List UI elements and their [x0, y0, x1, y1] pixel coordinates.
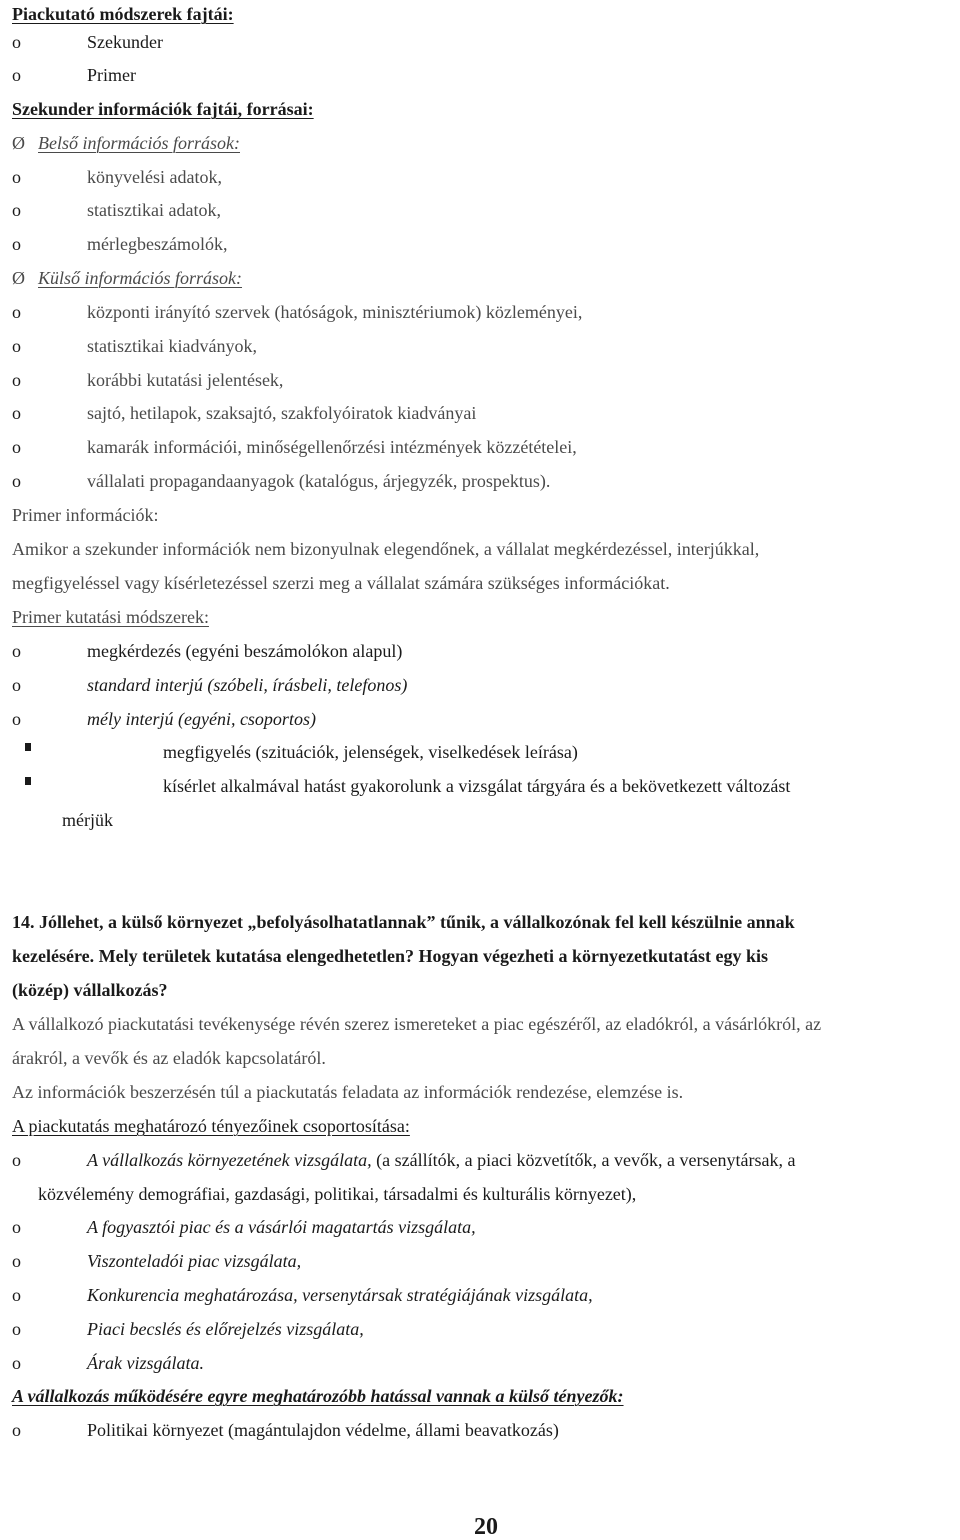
answer-paragraph-2: Az információk beszerzésén túl a piackutatás feladata az információk rendezése, elemzése is. — [12, 1082, 684, 1102]
group-item: Árak vizsgálata. — [87, 1353, 204, 1373]
group-item-italic: A vállalkozás környezetének vizsgálata, — [87, 1150, 372, 1170]
bullet-circle: o — [12, 234, 21, 254]
list-item: Szekunder — [87, 32, 163, 52]
answer-paragraph-1-cont: árakról, a vevők és az eladók kapcsolatáról. — [12, 1048, 326, 1068]
bullet-circle: o — [12, 65, 21, 85]
sub-list-item-cont: mérjük — [62, 810, 113, 830]
list-item: megkérdezés (egyéni beszámolókon alapul) — [87, 641, 403, 661]
bullet-arrow: Ø — [12, 133, 25, 153]
list-item: vállalati propagandaanyagok (katalógus, árjegyzék, prospektus). — [87, 471, 551, 491]
answer-paragraph-1: A vállalkozó piackutatási tevékenysége révén szerez ismereteket a piac egészéről, az eladókról, a vásárlókról, az — [12, 1014, 822, 1034]
bullet-circle: o — [12, 403, 21, 423]
question-14-line3: (közép) vállalkozás? — [12, 980, 168, 1000]
paragraph-primer: Amikor a szekunder információk nem bizonyulnak elegendőnek, a vállalat megkérdezéssel, interjúkkal, — [12, 539, 760, 559]
list-item: mérlegbeszámolók, — [87, 234, 228, 254]
bullet-circle: o — [12, 336, 21, 356]
list-item: standard interjú (szóbeli, írásbeli, telefonos) — [87, 675, 408, 695]
heading-primer-informaciok: Primer információk: — [12, 505, 159, 525]
group-item: Viszonteladói piac vizsgálata, — [87, 1251, 302, 1271]
square-bullet-icon — [25, 743, 31, 751]
group-item-kornyezet — [87, 1149, 795, 1171]
bullet-circle: o — [12, 1353, 21, 1373]
list-item: sajtó, hetilapok, szaksajtó, szakfolyóiratok kiadványai — [87, 403, 477, 423]
heading-kulso-tenyezok: A vállalkozás működésére egyre meghatározóbb hatással vannak a külső tényezők: — [12, 1386, 624, 1406]
bullet-circle: o — [12, 370, 21, 390]
heading-primer-modszerek: Primer kutatási módszerek: — [12, 607, 209, 627]
group-item-rest: (a szállítók, a piaci közvetítők, a vevők, a versenytársak, a — [371, 1150, 796, 1170]
list-item: statisztikai adatok, — [87, 200, 221, 220]
sub-list-item: kísérlet alkalmával hatást gyakorolunk a vizsgálat tárgyára és a bekövetkezett változást — [163, 776, 791, 796]
list-item: Primer — [87, 65, 136, 85]
bullet-circle: o — [12, 437, 21, 457]
list-item: központi irányító szervek (hatóságok, minisztériumok) közleményei, — [87, 302, 583, 322]
subheading-belso-forrasok: Belső információs források: — [38, 133, 240, 153]
bullet-circle: o — [12, 1150, 21, 1170]
bullet-circle: o — [12, 709, 21, 729]
group-item-kornyezet-cont: közvélemény demográfiai, gazdasági, politikai, társadalmi és kulturális környezet), — [38, 1184, 637, 1204]
list-item: mély interjú (egyéni, csoportos) — [87, 709, 316, 729]
bullet-circle: o — [12, 675, 21, 695]
list-item: kamarák információi, minőségellenőrzési intézmények közzétételei, — [87, 437, 577, 457]
page-number: 20 — [474, 1514, 498, 1540]
bullet-circle: o — [12, 302, 21, 322]
bullet-circle: o — [12, 1285, 21, 1305]
bullet-circle: o — [12, 200, 21, 220]
subheading-kulso-forrasok: Külső információs források: — [38, 268, 243, 288]
question-14-line2: kezelésére. Mely területek kutatása elengedhetetlen? Hogyan végezheti a környezetkutatást egy kis — [12, 946, 769, 966]
heading-piackutato-modszerek: Piackutató módszerek fajtái: — [12, 4, 234, 24]
list-item: korábbi kutatási jelentések, — [87, 370, 284, 390]
bullet-circle: o — [12, 1420, 21, 1440]
bullet-circle: o — [12, 1217, 21, 1237]
paragraph-primer-cont: megfigyeléssel vagy kísérletezéssel szerzi meg a vállalat számára szükséges információkat. — [12, 573, 670, 593]
question-14-line1: 14. Jóllehet, a külső környezet „befolyásolhatatlannak” tűnik, a vállalkozónak fel kell készülnie annak — [12, 912, 795, 932]
sub-list-item: megfigyelés (szituációk, jelenségek, viselkedések leírása) — [163, 742, 578, 762]
heading-szekunder-informaciok: Szekunder információk fajtái, forrásai: — [12, 99, 314, 119]
list-item: statisztikai kiadványok, — [87, 336, 257, 356]
bullet-circle: o — [12, 1319, 21, 1339]
list-item: Politikai környezet (magántulajdon védelme, állami beavatkozás) — [87, 1420, 559, 1440]
bullet-circle: o — [12, 32, 21, 52]
bullet-circle: o — [12, 167, 21, 187]
group-item: A fogyasztói piac és a vásárlói magatartás vizsgálata, — [87, 1217, 476, 1237]
group-item: Konkurencia meghatározása, versenytársak stratégiájának vizsgálata, — [87, 1285, 593, 1305]
bullet-circle: o — [12, 641, 21, 661]
group-item: Piaci becslés és előrejelzés vizsgálata, — [87, 1319, 364, 1339]
bullet-circle: o — [12, 1251, 21, 1271]
list-item: könyvelési adatok, — [87, 167, 222, 187]
heading-tenyezok-csoportositasa: A piackutatás meghatározó tényezőinek csoportosítása: — [12, 1116, 410, 1136]
bullet-arrow: Ø — [12, 268, 25, 288]
bullet-circle: o — [12, 471, 21, 491]
square-bullet-icon — [25, 777, 31, 785]
